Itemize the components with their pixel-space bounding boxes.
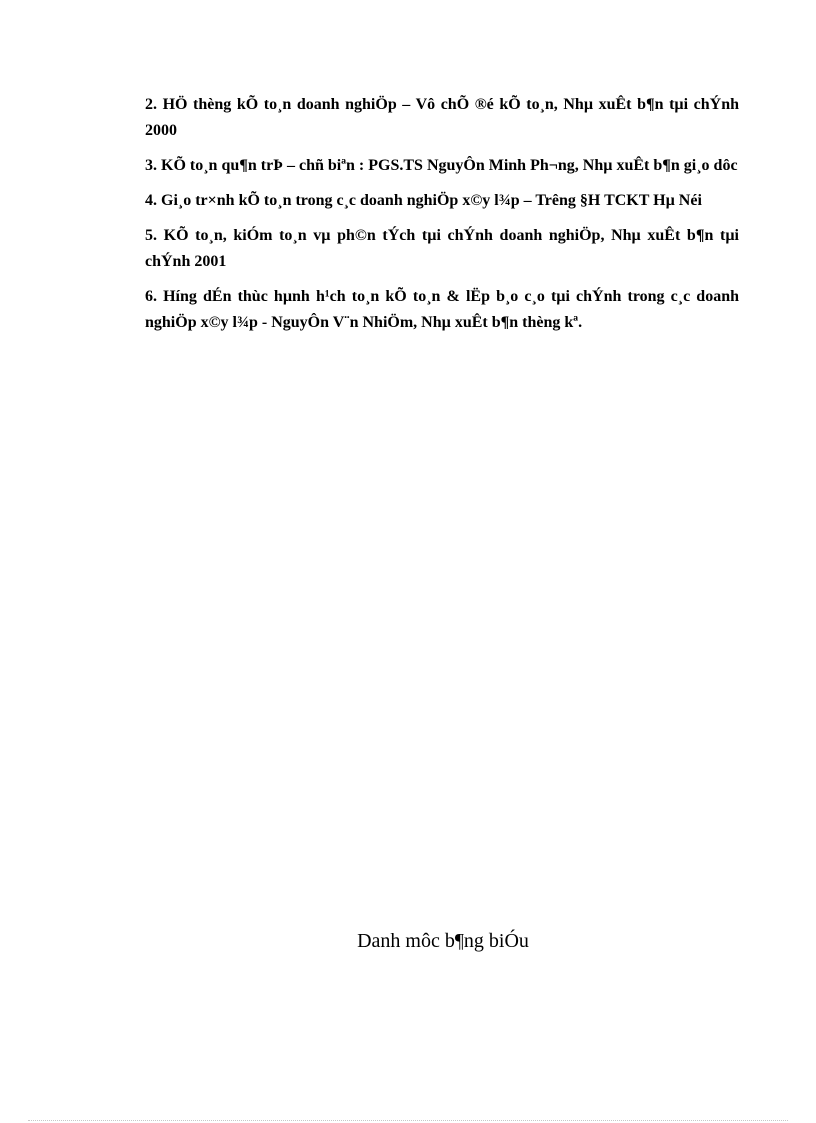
reference-list xyxy=(145,92,739,345)
reference-item: 2. HÖ thèng kÕ to¸n doanh nghiÖp – Vô chÕ ®é kÕ to¸n, Nhµ xuÊt b¶n tµi chÝnh 2000 xyxy=(145,96,739,139)
reference-item: 4. Gi¸o tr×nh kÕ to¸n trong c¸c doanh nghiÖp x©y l¾p – Trêng §H TCKT Hµ Néi xyxy=(145,192,702,209)
reference-item: 6. Híng dÉn thùc hµnh h¹ch to¸n kÕ to¸n & lËp b¸o c¸o tµi chÝnh trong c¸c doanh nghiÖp x©y l¾p - NguyÔn V¨n NhiÖm, Nhµ xuÊt b¶n thèng kª. xyxy=(145,288,739,331)
reference-item: 5. KÕ to¸n, kiÓm to¸n vµ ph©n tÝch tµi chÝnh doanh nghiÖp, Nhµ xuÊt b¶n tµi chÝnh 2001 xyxy=(145,227,739,270)
page-bottom-divider xyxy=(28,1120,788,1121)
section-title: Danh môc b¶ng biÓu xyxy=(357,930,529,952)
reference-item: 3. KÕ to¸n qu¶n trÞ – chñ biªn : PGS.TS NguyÔn Minh Ph¬ng, Nhµ xuÊt b¶n gi¸o dôc xyxy=(145,157,738,174)
